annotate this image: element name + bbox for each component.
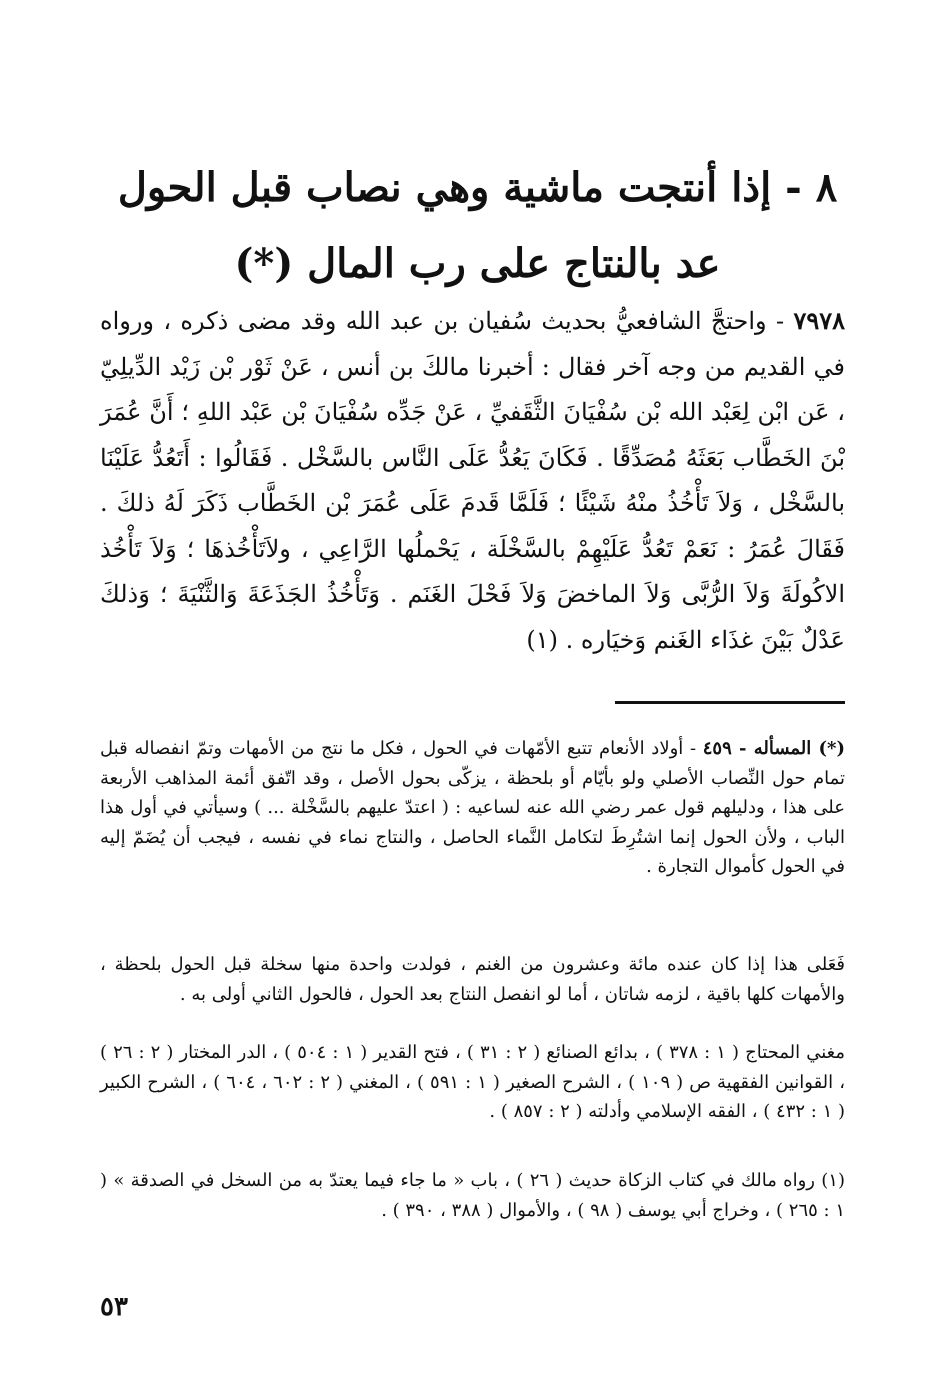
footnote-star-marker: (*) المسأله - ٤٥٩ [702, 738, 845, 759]
hadith-number: ٧٩٧٨ [793, 306, 845, 335]
chapter-title [110, 150, 845, 302]
main-paragraph [100, 298, 845, 663]
footnote-star [100, 734, 845, 882]
footnote-references: مغني المحتاج ( ١ : ٣٧٨ ) ، بدائع الصنائع ( ٢ : ٣١ ) ، فتح القدير ( ١ : ٥٠٤ ) ، الدر المختار ( ٢ : ٢٦ ) ، القوانين الفقهية ص ( ١٠٩ ) ، الشرح الصغير ( ١ : ٥٩١ ) ، المغني ( ٢ : ٦٠٢ ، ٦٠٤ ) ، الشرح الكبير ( ١ : ٤٣٢ ) ، الفقه الإسلامي وأدلته ( ٢ : ٨٥٧ ) . [100, 1042, 846, 1122]
footnote-reference: (١) [526, 625, 559, 654]
footnote-example: فَعَلى هذا إذا كان عنده مائة وعشرون من الغنم ، فولدت واحدة منها سخلة قبل الحول بلحظة ، والأمهات كلها باقية ، لزمه شاتان ، أما لو انفصل النتاج بعد الحول ، فالحول الثاني أولى به . [100, 954, 845, 1005]
chapter-title-line-2: عد بالنتاج على رب المال (*) [234, 240, 721, 287]
footnote-star-text: - أولاد الأنعام تتبع الأمّهات في الحول ، فكل ما نتج من الأمهات وتمّ انفصاله قبل تمام حول النِّصاب الأصلي ولو بأيّام أو بلحظة ، يزكّى بحول الأصل ، وقد اتّفق أئمة المذاهب الأربعة على هذا ، ودليلهم قول عمر رضي الله عنه لساعيه : ( اعتدّ عليهم بالسَّخْلة ... ) وسيأتي في أول هذا الباب ، ولأن الحول إنما اشتُرِطَ لتكامل النَّماء الحاصل ، والنتاج نماء في نفسه ، فيجب أن يُضَمّ إليه في الحول كأموال التجارة . [100, 738, 845, 877]
hadith-text: - واحتجَّ الشافعيُّ بحديث سُفيان بن عبد الله وقد مضى ذكره ، ورواه في القديم من وجه آخر فقال : أخبرنا مالكَ بن أنس ، عَنْ ثَوْر بْن زَيْد الدِّيلِيّ ، عَن ابْن لِعَبْد الله بْن سُفْيَانَ الثَّقَفيِّ ، عَنْ جَدِّه سُفْيَانَ بْن عَبْد اللهِ ؛ أَنَّ عُمَرَ بْنَ الخَطَّاب بَعَثَهُ مُصَدِّقًا . فَكَانَ يَعُدُّ عَلَى النَّاس بالسَّخْل . فَقَالُوا : أَتَعُدُّ عَلَيْنَا بالسَّخْل ، وَلاَ تَأْخُذُ منْهُ شَيْئًا ؛ فَلَمَّا قَدمَ عَلَى عُمَرَ بْن الخَطَّاب ذَكَرَ لَهُ ذلكَ . فَقَالَ عُمَرُ : نَعَمْ تَعُدُّ عَلَيْهِمْ بالسَّخْلَة ، يَحْملُها الرَّاعِي ، ولاَتَأْخُذهَا ؛ وَلاَ تَأْخُذ الاكُولَةَ وَلاَ الرُّبَّى وَلاَ الماخضَ وَلاَ فَحْلَ الغَنَم . وَتَأْخُذُ الجَذَعَةَ وَالثَّنْيَةَ ؛ وَذلكَ عَدْلٌ بَيْنَ غذَاء الغَنم وَخيَاره . [100, 307, 845, 654]
page-number: ٥٣ [100, 1292, 128, 1322]
chapter-title-line-1: ٨ - إذا أنتجت ماشية وهي نصاب قبل الحول [117, 164, 838, 211]
footnote-1: (١) رواه مالك في كتاب الزكاة حديث ( ٢٦ ) ، باب « ما جاء فيما يعتدّ به من السخل في الصدقة » ( ١ : ٢٦٥ ) ، وخراج أبي يوسف ( ٩٨ ) ، والأموال ( ٣٨٨ ، ٣٩٠ ) . [100, 1170, 845, 1221]
footnote-divider [615, 701, 845, 704]
